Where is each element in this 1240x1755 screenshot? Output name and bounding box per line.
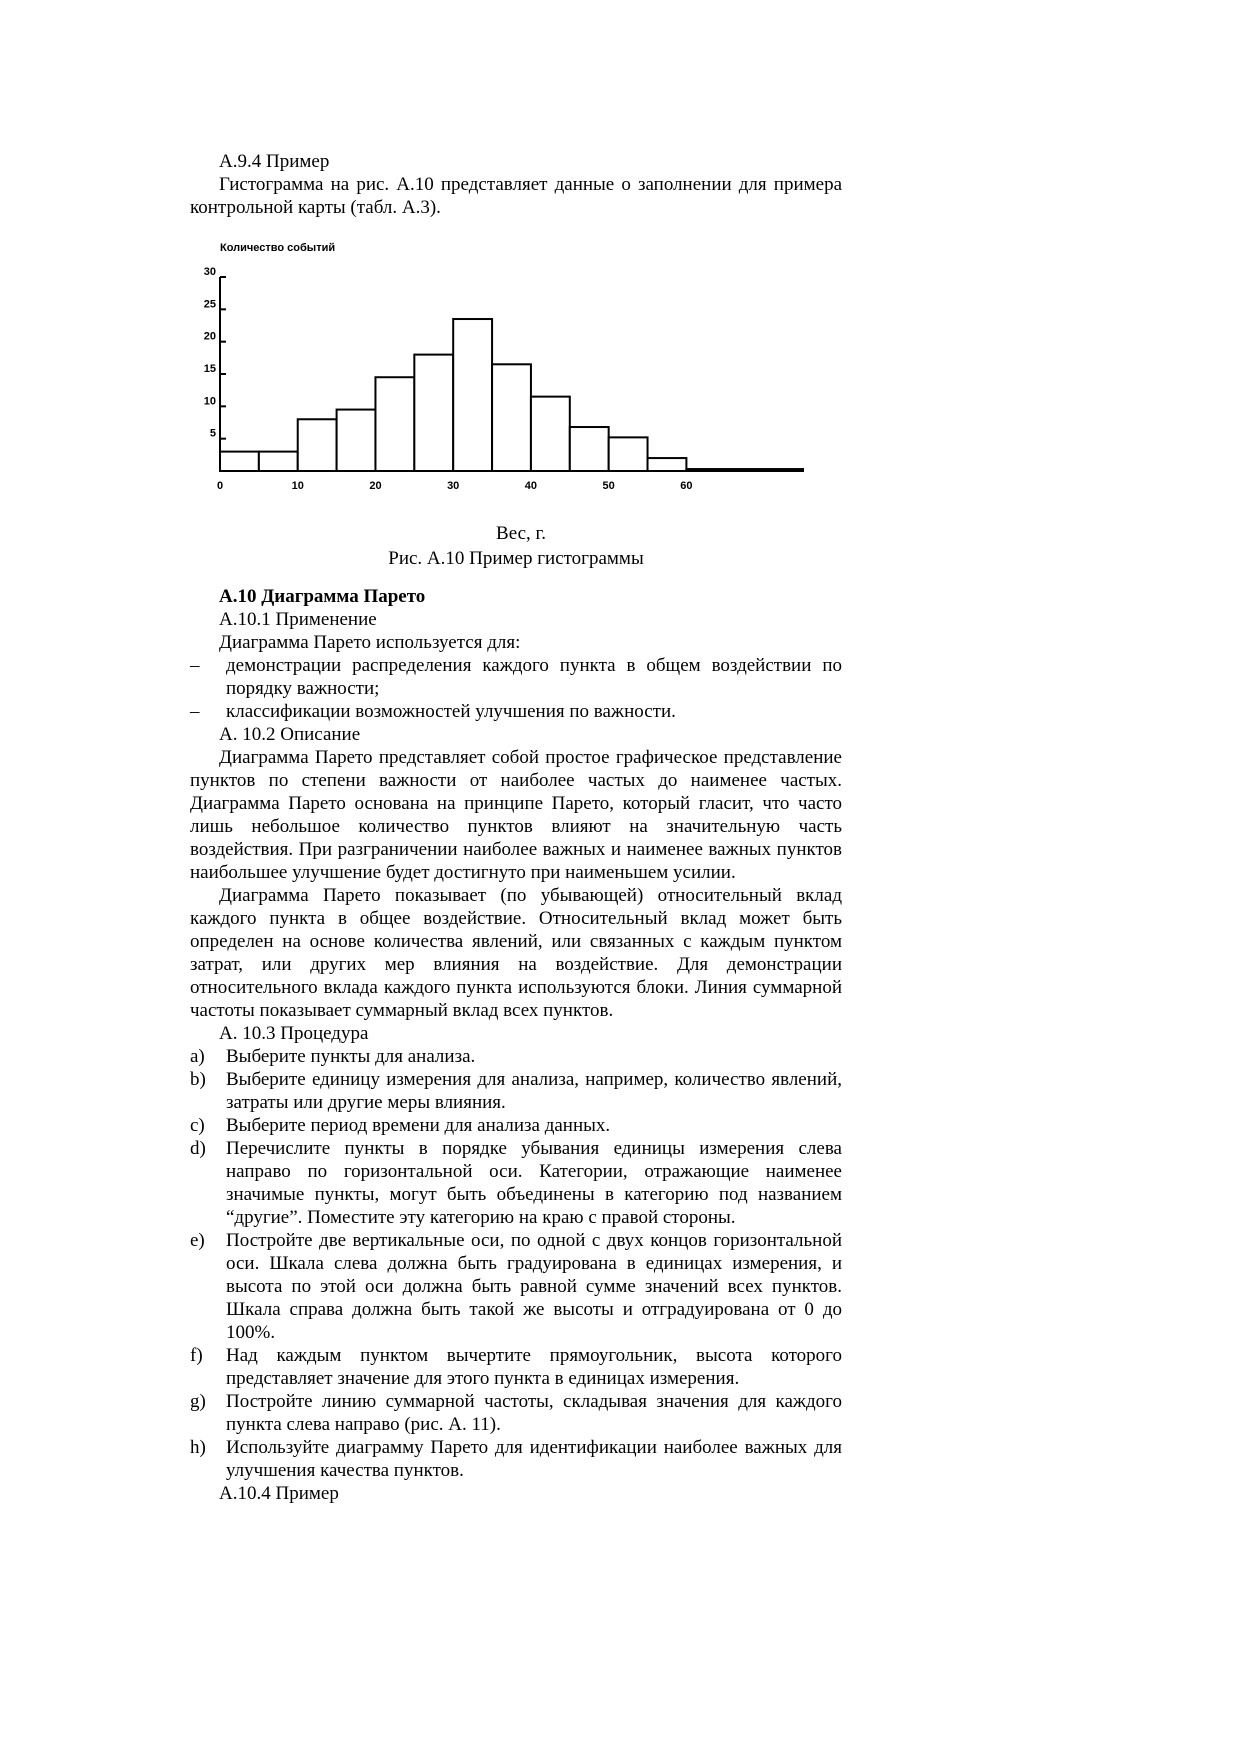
y-tick-label: 20 [203,330,216,343]
y-tick-label: 30 [203,266,216,278]
list-marker: h) [190,1437,206,1458]
list-marker: a) [190,1046,205,1067]
x-tick-label: 0 [216,480,224,492]
section-heading-a94: А.9.4 Пример [219,151,330,172]
y-tick-label: 15 [203,363,216,375]
histogram-bar [337,410,376,471]
histogram-bar [220,452,259,471]
list-item-text: Постройте линию суммарной частоты, складывая значения для каждого пункта слева направо (рис. А. 11). [226,1391,842,1435]
histogram-bar [298,419,337,471]
y-tick-label: 5 [209,427,216,440]
chart-y-axis-title: Количество событий [220,242,336,254]
paragraph-description-1: Диаграмма Парето представляет собой простое графическое представление пунктов по степени важности от наиболее частых до наименее частых. Диаграмма Парето основана на принципе Парето, который гласит, что часто лишь небольшое количество пунктов влияют на значительную часть воздействия. При разграничении наиболее важных и наименее важных пунктов наибольшее улучшение будет достигнуто при наименьшем усилии. [190,747,842,883]
list-marker: g) [190,1391,206,1412]
list-item-text: классификации возможностей улучшения по важности. [226,701,676,722]
figure-caption: Рис. А.10 Пример гистограммы [388,548,644,569]
list-item-text: Выберите единицу измерения для анализа, например, количество явлений, затраты или другие меры влияния. [226,1069,842,1113]
histogram-bar [492,364,531,471]
paragraph-histogram-intro: Гистограмма на рис. А.10 представляет данные о заполнении для примера контрольной карты (табл. А.3). [190,174,842,218]
list-item [190,1068,842,1114]
histogram-bar [259,452,298,471]
subsection-heading-procedure: А. 10.3 Процедура [219,1023,369,1044]
list-marker: – [190,655,200,676]
list-item-text: Выберите период времени для анализа данных. [226,1115,611,1136]
list-item [190,1137,842,1229]
histogram-bar [453,319,492,471]
histogram-bar [531,397,570,471]
x-tick-label: 50 [602,480,615,492]
subsection-heading-example: А.10.4 Пример [219,1483,339,1504]
list-item [190,1436,842,1482]
list-item [190,700,842,723]
histogram-chart [203,239,820,509]
x-tick-label: 30 [447,480,460,492]
y-tick-label: 10 [203,395,216,408]
list-item-text: Выберите пункты для анализа. [226,1046,476,1067]
histogram-bar [648,458,687,471]
procedure-list [190,1045,842,1482]
histogram-bar [375,377,414,471]
figure-histogram [190,239,842,544]
subsection-heading-description: А. 10.2 Описание [219,724,361,745]
list-marker: c) [190,1115,205,1136]
list-item-text: Используйте диаграмму Парето для идентификации наиболее важных для улучшения качества пунктов. [226,1437,842,1481]
list-item [190,654,842,700]
list-item [190,1114,842,1137]
section-heading-pareto: А.10 Диаграмма Парето [219,586,426,607]
list-marker: d) [190,1138,206,1159]
list-item-text: демонстрации распределения каждого пункта в общем воздействии по порядку важности; [226,655,842,699]
list-item-text: Над каждым пунктом вычертите прямоугольник, высота которого представляет значение для этого пункта в единицах измерения. [226,1345,842,1389]
list-item [190,1390,842,1436]
histogram-bar [609,437,648,471]
list-marker: e) [190,1230,205,1251]
x-tick-label: 40 [524,480,538,492]
paragraph-description-2: Диаграмма Парето показывает (по убывающей) относительный вклад каждого пункта в общее воздействие. Относительный вклад может быть определен на основе количества явлений, или связанных с каждым пунктом затрат, или других мер влияния на воздействие. Для демонстрации относительного вклада каждого пункта используются блоки. Линия суммарной частоты показывает суммарный вклад всех пунктов. [190,885,842,1021]
subsection-heading-application: А.10.1 Применение [219,609,377,630]
pareto-usage-intro: Диаграмма Парето используется для: [219,632,521,653]
chart-x-axis-title: Вес, г. [496,523,546,544]
x-tick-label: 60 [680,480,693,492]
histogram-bar [570,427,609,471]
list-item [190,1229,842,1344]
list-marker: f) [190,1345,203,1366]
list-marker: – [190,701,200,722]
list-marker: b) [190,1069,206,1090]
y-tick-label: 25 [203,298,216,311]
histogram-bar [414,355,453,471]
list-item-text: Перечислите пункты в порядке убывания единицы измерения слева направо по горизонтальной оси. Категории, отражающие наименее значимые пункты, могут быть объединены в категорию под названием “другие”. Поместите эту категорию на краю с правой стороны. [226,1138,842,1228]
list-item-text: Постройте две вертикальные оси, по одной с двух концов горизонтальной оси. Шкала слева должна быть градуирована в единицах измерения, и высота по этой оси должна быть равной сумме значений всех пунктов. Шкала справа должна быть такой же высоты и отградуирована от 0 до 100%. [226,1230,842,1343]
list-item [190,1344,842,1390]
list-item [190,1045,842,1068]
bullet-list [190,654,842,723]
x-tick-label: 20 [369,480,382,492]
x-tick-label: 10 [291,480,304,492]
document-page [190,150,842,1505]
